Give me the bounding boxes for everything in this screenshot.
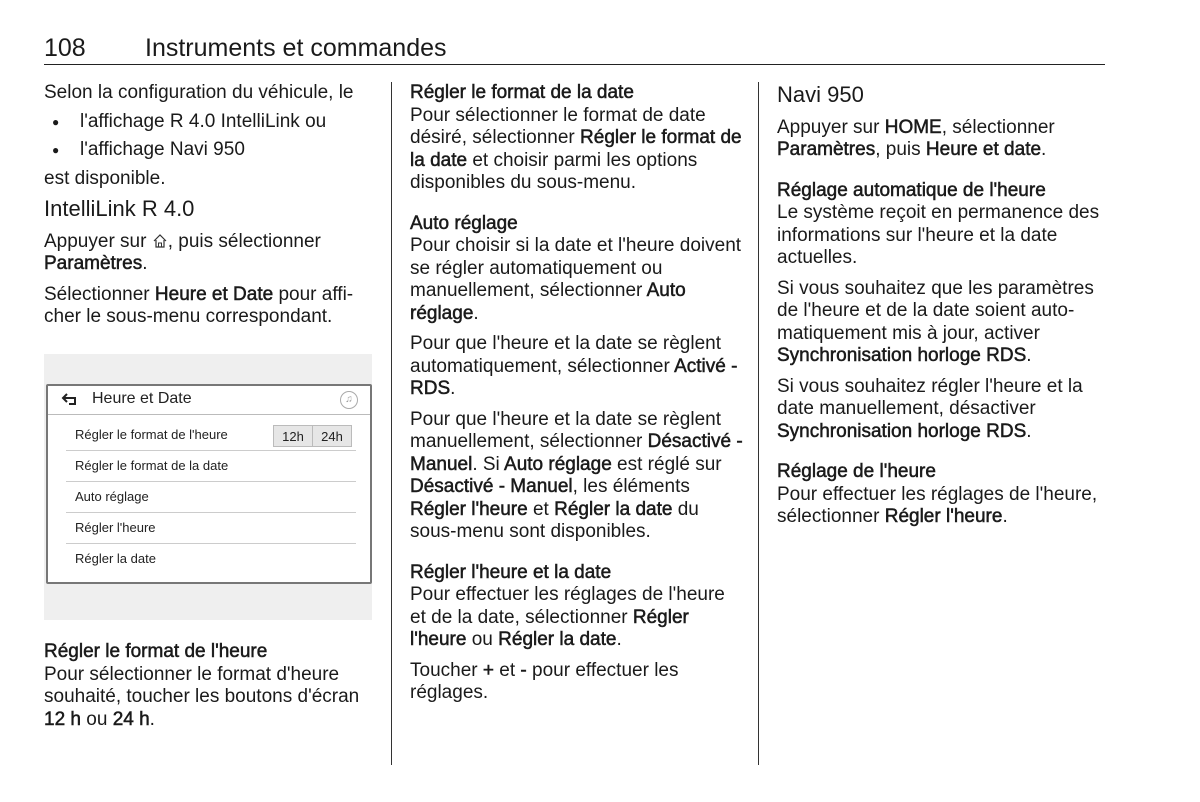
- screen-topbar: [48, 386, 370, 415]
- subheading: Régler l'heure et la date: [410, 561, 612, 583]
- paragraph: Pour que l'heure et la date se règlent manuellement, sélectionner Désactivé - Manuel. Si Auto réglage est réglé sur Désactivé - Manuel, les éléments Régler l'heure et Régler la date du sous-menu sont disponibles.: [410, 408, 743, 542]
- column-divider: [758, 82, 759, 765]
- list-item: ● l'affichage Navi 950: [44, 139, 379, 162]
- paragraph: Le système reçoit en permanence des informations sur l'heure et la date actuelles.: [777, 202, 1100, 268]
- paragraph: Pour que l'heure et la date se règlent automatiquement, sélectionner Activé - RDS.: [410, 333, 738, 399]
- paragraph: Pour sélectionner le format de date désiré, sélectionner Régler le format de la date et choisir parmi les options disponibles du sous-menu.: [410, 104, 742, 193]
- column-divider: [391, 82, 392, 765]
- 12h-button[interactable]: 12h: [273, 425, 313, 447]
- paragraph: Appuyer sur , puis sélectionner Paramètres.: [44, 230, 321, 274]
- menu-row-date-format[interactable]: Régler le format de la date: [66, 451, 356, 482]
- column-3: [777, 82, 1107, 537]
- back-icon[interactable]: [61, 392, 79, 406]
- menu-row-auto[interactable]: Auto réglage: [66, 482, 356, 513]
- paragraph: Pour effectuer les réglages de l'heure et de la date, sélectionner Régler l'heure ou Régler la date.: [410, 584, 725, 650]
- page-number: 108: [44, 34, 86, 62]
- paragraph: Si vous souhaitez que les paramètres de l'heure et de la date soient auto-matiquement mis à jour, activer Synchronisation horloge RDS.: [777, 277, 1094, 366]
- subheading: Auto réglage: [410, 212, 518, 234]
- paragraph: Pour choisir si la date et l'heure doivent se régler automatiquement ou manuellement, sélectionner Auto réglage.: [410, 235, 742, 324]
- menu-row-set-date[interactable]: Régler la date: [75, 551, 156, 566]
- subheading: Réglage de l'heure: [777, 461, 936, 482]
- page-header: [44, 34, 1105, 65]
- subheading: Régler le format de l'heure: [44, 641, 268, 662]
- music-icon[interactable]: ♫: [340, 391, 358, 409]
- paragraph: Si vous souhaitez régler l'heure et la date manuellement, désactiver Synchronisation horloge RDS.: [777, 375, 1083, 442]
- subheading: Régler le format de la date: [410, 82, 634, 103]
- paragraph: Pour effectuer les réglages de l'heure, sélectionner Régler l'heure.: [777, 483, 1098, 527]
- intro-text: Selon la configuration du véhicule, le: [44, 82, 354, 103]
- screen-figure: [44, 354, 372, 620]
- column-1-lower: [44, 641, 379, 739]
- list-item: ● l'affichage R 4.0 IntelliLink ou: [44, 111, 379, 134]
- intro-end: est disponible.: [44, 167, 166, 189]
- 24h-button[interactable]: 24h: [313, 425, 352, 447]
- menu-row-time-format[interactable]: Régler le format de l'heure 12h 24h: [66, 420, 356, 451]
- menu-row-set-time[interactable]: Régler l'heure: [66, 513, 356, 544]
- column-1: [44, 82, 379, 337]
- subheading: Réglage automatique de l'heure: [777, 179, 1046, 201]
- paragraph: Appuyer sur HOME, sélectionner Paramètres, puis Heure et date.: [777, 116, 1055, 160]
- section-heading: Navi 950: [777, 82, 864, 107]
- page-title: Instruments et commandes: [145, 34, 447, 62]
- format-toggle: [273, 425, 352, 447]
- home-icon: [152, 233, 168, 249]
- column-2: [410, 82, 745, 713]
- settings-screen: [46, 384, 372, 584]
- paragraph: Pour sélectionner le format d'heure souhaité, toucher les boutons d'écran 12 h ou 24 h.: [44, 663, 360, 730]
- screen-title: Heure et Date: [92, 390, 192, 407]
- section-heading: IntelliLink R 4.0: [44, 196, 195, 221]
- paragraph: Toucher + et - pour effectuer les réglages.: [410, 659, 679, 703]
- paragraph: Sélectionner Heure et Date pour affi-cher le sous-menu correspondant.: [44, 283, 354, 327]
- bullet-list: [44, 111, 379, 162]
